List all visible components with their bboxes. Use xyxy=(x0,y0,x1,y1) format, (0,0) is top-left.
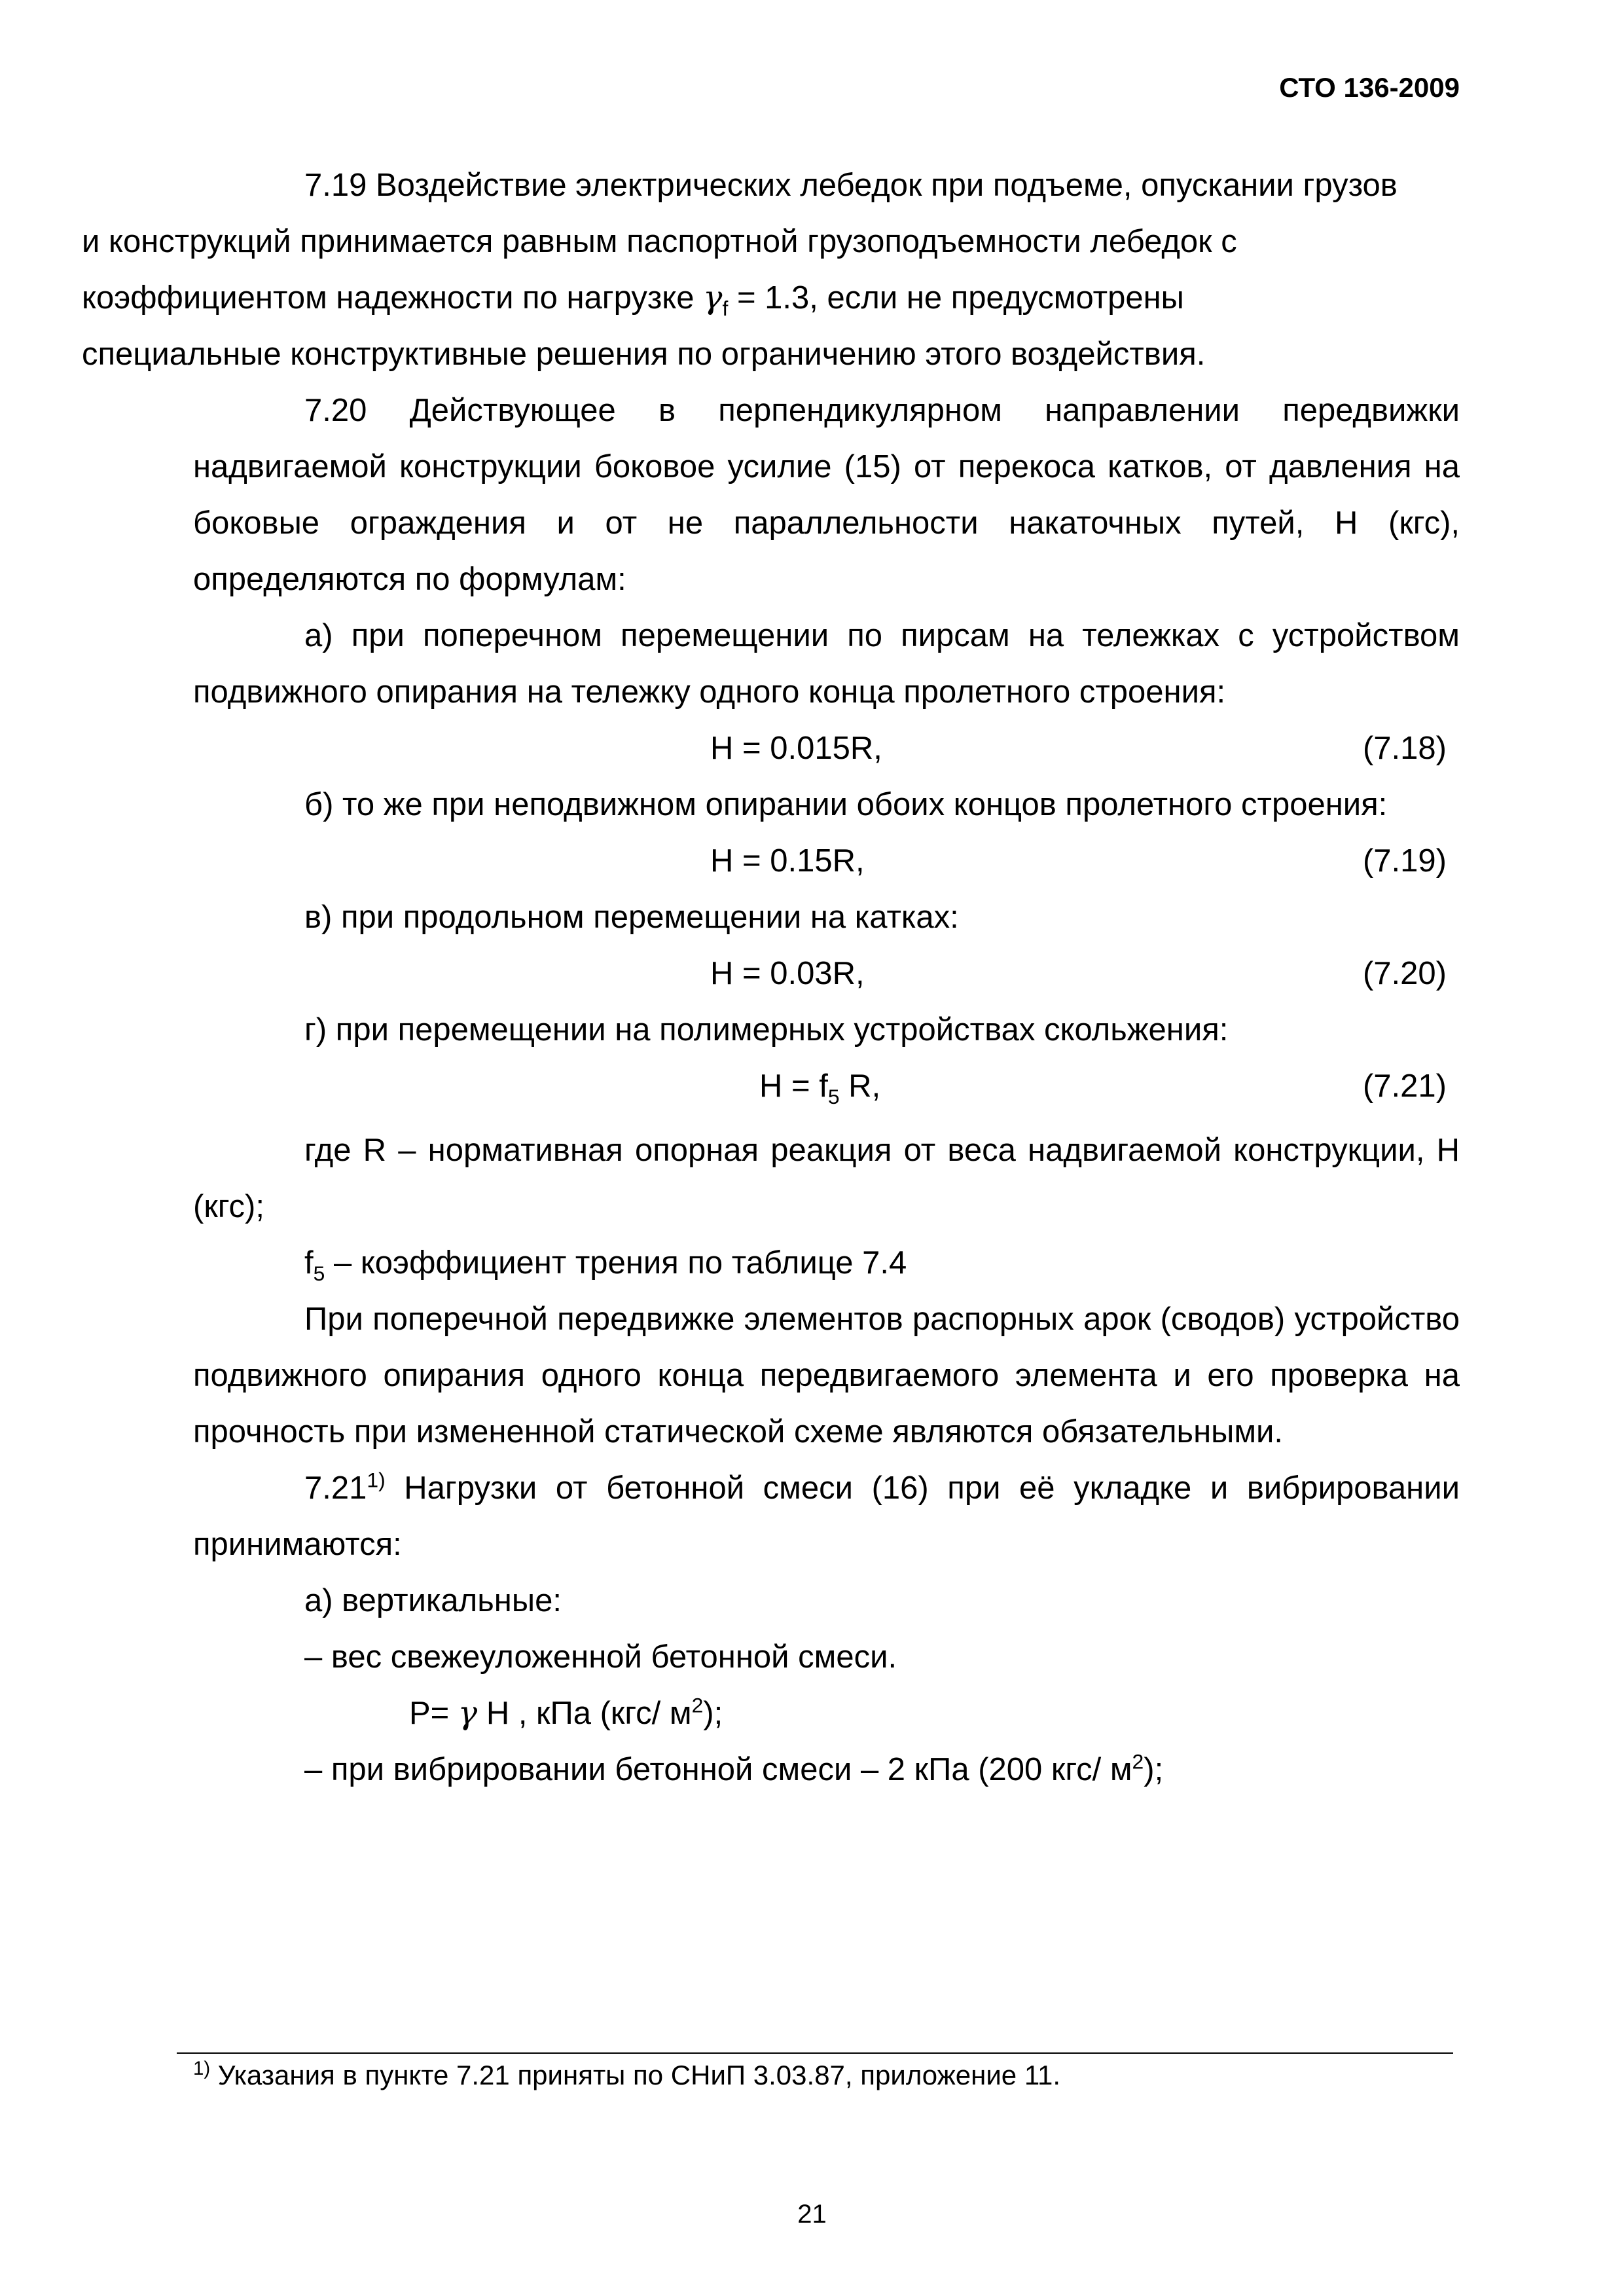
footnote-text: Указания в пункте 7.21 приняты по СНиП 3.03.87, приложение 11. xyxy=(210,2060,1061,2090)
p719-line1: 7.19 Воздействие электрических лебедок при подъеме, опускании грузов xyxy=(304,168,1398,203)
formula-7-20-number: (7.20) xyxy=(1362,956,1447,991)
formula-7-21-expr xyxy=(759,1058,880,1114)
f5-subscript: 5 xyxy=(313,1261,325,1285)
p721-gamma: γ xyxy=(458,1694,478,1732)
p719-line3b: = 1.3, если не предусмотрены xyxy=(728,280,1184,316)
item-a: а) при поперечном перемещении по пирсам на тележках с устройством подвижного опирания на тележку одного конца пролетного строения: xyxy=(193,618,1460,710)
paragraph-7-21 xyxy=(193,1460,1460,1573)
p719-line3a: коэффициентом надежности по нагрузке xyxy=(82,280,704,316)
p721-item-a: а) вертикальные: xyxy=(304,1583,562,1618)
p721-dash2-a: – при вибрировании бетонной смеси – 2 кПа (200 кгс/ м xyxy=(304,1752,1132,1787)
footnote-divider xyxy=(177,2052,1453,2054)
p719-line3 xyxy=(82,279,1184,320)
p719-line2: и конструкций принимается равным паспортной грузоподъемности лебедок с xyxy=(82,224,1237,259)
p721-dash-vibration xyxy=(193,1741,1460,1798)
paragraph-arches: При поперечной передвижке элементов распорных арок (сводов) устройство подвижного опирания одного конца передвигаемого элемента и его проверка на прочность при измененной статической схеме являются обязательными. xyxy=(193,1302,1460,1449)
p721-text: Нагрузки от бетонной смеси (16) при её укладке и вибрировании принимаются: xyxy=(193,1470,1460,1562)
paragraph-7-20: 7.20 Действующее в перпендикулярном направлении передвижки надвигаемой конструкции боковое усилие (15) от перекоса катков, от давления на боковые ограждения и от не параллельности накаточных путей, H (кгс), определяются по формулам: xyxy=(193,393,1460,597)
p721-formula-a: P= xyxy=(409,1696,458,1731)
p721-dash-weight: – вес свежеуложенной бетонной смеси. xyxy=(304,1639,897,1675)
item-b: б) то же при неподвижном опирании обоих концов пролетного строения: xyxy=(304,787,1388,822)
formula-7-20-expr: H = 0.03R, xyxy=(710,956,865,991)
definition-f5 xyxy=(193,1235,1460,1291)
p721-formula-sup: 2 xyxy=(691,1693,704,1717)
formula-7-19-expr: H = 0.15R, xyxy=(710,843,865,879)
p721-formula-c: ); xyxy=(703,1696,723,1731)
gamma-subscript: f xyxy=(722,296,729,320)
footnote xyxy=(193,2056,1437,2095)
f5-text: – коэффициент трения по таблице 7.4 xyxy=(325,1245,907,1281)
footnote-marker: 1) xyxy=(193,2058,211,2079)
p719-line4: специальные конструктивные решения по ограничению этого воздействия. xyxy=(82,337,1206,372)
formula-7-20 xyxy=(193,945,1460,1002)
page-number: 21 xyxy=(797,2200,827,2229)
formula-7-21 xyxy=(193,1058,1460,1114)
formula-7-18-expr: H = 0.015R, xyxy=(710,731,882,766)
formula-7-18 xyxy=(193,720,1460,776)
p721-formula-b: H , кПа (кгс/ м xyxy=(477,1696,692,1731)
document-code: СТО 136-2009 xyxy=(1279,72,1460,103)
gamma-symbol: γ xyxy=(703,279,723,316)
p721-number: 7.21 xyxy=(304,1470,367,1506)
f5-symbol: f xyxy=(304,1245,314,1281)
p721-formula xyxy=(409,1685,1460,1741)
item-v: в) при продольном перемещении на катках: xyxy=(304,900,959,935)
p721-dash2-sup: 2 xyxy=(1132,1749,1144,1774)
paragraph-7-19 xyxy=(82,157,1460,382)
p721-dash2-b: ); xyxy=(1144,1752,1164,1787)
page-body xyxy=(82,157,1460,1798)
definition-r: где R – нормативная опорная реакция от веса надвигаемой конструкции, H (кгс); xyxy=(193,1133,1460,1224)
formula-7-21-expr-b: R, xyxy=(839,1068,881,1104)
item-g: г) при перемещении на полимерных устройствах скольжения: xyxy=(304,1012,1229,1048)
formula-7-21-sub: 5 xyxy=(827,1084,840,1108)
formula-7-21-expr-a: H = f xyxy=(759,1068,828,1104)
footnote-ref: 1) xyxy=(367,1468,386,1492)
formula-7-19 xyxy=(193,833,1460,889)
formula-7-19-number: (7.19) xyxy=(1362,843,1447,879)
formula-7-18-number: (7.18) xyxy=(1362,731,1447,766)
formula-7-21-number: (7.21) xyxy=(1362,1068,1447,1104)
